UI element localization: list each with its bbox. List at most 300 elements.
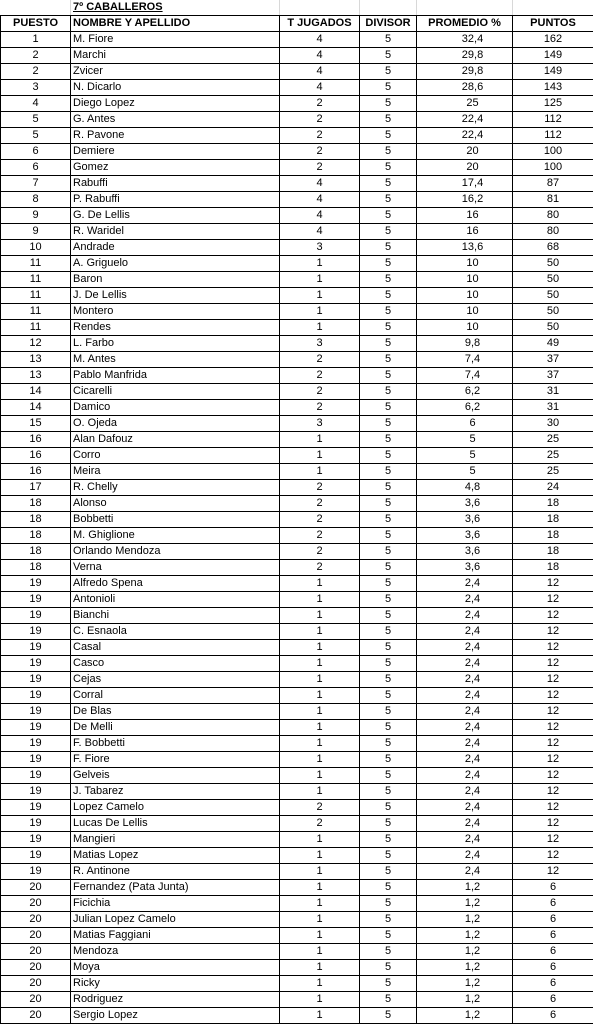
cell-puntos: 12 (513, 784, 593, 800)
cell-jugados: 4 (280, 48, 360, 64)
cell-jugados: 2 (280, 544, 360, 560)
cell-promedio: 2,4 (417, 576, 513, 592)
cell-puntos: 149 (513, 48, 593, 64)
cell-divisor: 5 (360, 576, 417, 592)
cell-puntos: 12 (513, 688, 593, 704)
cell-divisor: 5 (360, 64, 417, 80)
cell-nombre: Matias Faggiani (71, 928, 280, 944)
cell-jugados: 1 (280, 896, 360, 912)
cell-jugados: 1 (280, 720, 360, 736)
table-row (1, 352, 593, 368)
cell-puntos: 50 (513, 304, 593, 320)
ranking-table-body (1, 0, 593, 1024)
cell-nombre: F. Fiore (71, 752, 280, 768)
cell-jugados: 2 (280, 128, 360, 144)
cell-promedio: 1,2 (417, 960, 513, 976)
cell-jugados: 2 (280, 816, 360, 832)
cell-nombre: Casco (71, 656, 280, 672)
cell-puesto: 9 (1, 224, 71, 240)
cell-jugados: 1 (280, 256, 360, 272)
cell-puntos: 12 (513, 816, 593, 832)
table-row (1, 848, 593, 864)
cell-promedio: 16 (417, 224, 513, 240)
table-row (1, 864, 593, 880)
header-nombre: NOMBRE Y APELLIDO (71, 16, 280, 32)
cell-nombre: Ficichia (71, 896, 280, 912)
cell-puesto: 6 (1, 144, 71, 160)
cell-nombre: Pablo Manfrida (71, 368, 280, 384)
cell-divisor: 5 (360, 480, 417, 496)
cell-divisor: 5 (360, 560, 417, 576)
table-row (1, 928, 593, 944)
cell-puesto: 18 (1, 528, 71, 544)
sheet-title: 7º CABALLEROS (71, 0, 280, 16)
cell-puntos: 18 (513, 528, 593, 544)
cell-promedio: 6,2 (417, 400, 513, 416)
cell-divisor: 5 (360, 832, 417, 848)
cell-jugados: 1 (280, 784, 360, 800)
cell-nombre: Orlando Mendoza (71, 544, 280, 560)
header-promedio: PROMEDIO % (417, 16, 513, 32)
table-row (1, 416, 593, 432)
cell-jugados: 1 (280, 448, 360, 464)
cell-divisor: 5 (360, 912, 417, 928)
cell-jugados: 1 (280, 320, 360, 336)
cell-divisor: 5 (360, 416, 417, 432)
cell-nombre: M. Ghiglione (71, 528, 280, 544)
cell-nombre: Bianchi (71, 608, 280, 624)
cell-divisor: 5 (360, 320, 417, 336)
cell-divisor: 5 (360, 544, 417, 560)
cell-divisor: 5 (360, 720, 417, 736)
cell-puntos: 30 (513, 416, 593, 432)
cell-divisor: 5 (360, 496, 417, 512)
cell-puesto: 5 (1, 112, 71, 128)
cell-divisor: 5 (360, 592, 417, 608)
title-empty-cell (280, 0, 360, 16)
cell-nombre: Cejas (71, 672, 280, 688)
cell-promedio: 2,4 (417, 864, 513, 880)
cell-promedio: 6 (417, 416, 513, 432)
table-row (1, 800, 593, 816)
table-row (1, 384, 593, 400)
cell-jugados: 2 (280, 480, 360, 496)
cell-jugados: 1 (280, 304, 360, 320)
table-row (1, 512, 593, 528)
cell-nombre: Damico (71, 400, 280, 416)
table-row (1, 1008, 593, 1024)
table-row (1, 992, 593, 1008)
cell-promedio: 3,6 (417, 528, 513, 544)
cell-jugados: 4 (280, 80, 360, 96)
cell-jugados: 2 (280, 560, 360, 576)
table-row (1, 224, 593, 240)
cell-nombre: G. Antes (71, 112, 280, 128)
cell-puntos: 31 (513, 384, 593, 400)
cell-jugados: 2 (280, 112, 360, 128)
cell-nombre: Lopez Camelo (71, 800, 280, 816)
cell-puesto: 3 (1, 80, 71, 96)
cell-puntos: 68 (513, 240, 593, 256)
cell-divisor: 5 (360, 704, 417, 720)
cell-divisor: 5 (360, 976, 417, 992)
cell-jugados: 1 (280, 832, 360, 848)
cell-divisor: 5 (360, 192, 417, 208)
cell-promedio: 5 (417, 448, 513, 464)
cell-nombre: L. Farbo (71, 336, 280, 352)
cell-promedio: 3,6 (417, 560, 513, 576)
table-row (1, 784, 593, 800)
cell-nombre: Verna (71, 560, 280, 576)
header-puntos: PUNTOS (513, 16, 593, 32)
table-row (1, 704, 593, 720)
cell-jugados: 1 (280, 1008, 360, 1024)
table-row (1, 560, 593, 576)
cell-promedio: 13,6 (417, 240, 513, 256)
cell-puntos: 50 (513, 272, 593, 288)
cell-divisor: 5 (360, 848, 417, 864)
cell-promedio: 1,2 (417, 944, 513, 960)
table-row (1, 688, 593, 704)
cell-puesto: 18 (1, 560, 71, 576)
table-row (1, 272, 593, 288)
cell-jugados: 1 (280, 960, 360, 976)
cell-divisor: 5 (360, 464, 417, 480)
cell-promedio: 16 (417, 208, 513, 224)
cell-divisor: 5 (360, 800, 417, 816)
cell-jugados: 4 (280, 208, 360, 224)
cell-jugados: 2 (280, 512, 360, 528)
cell-puntos: 18 (513, 496, 593, 512)
cell-divisor: 5 (360, 992, 417, 1008)
cell-puesto: 13 (1, 352, 71, 368)
table-row (1, 592, 593, 608)
cell-divisor: 5 (360, 784, 417, 800)
cell-puesto: 19 (1, 752, 71, 768)
cell-divisor: 5 (360, 528, 417, 544)
cell-jugados: 1 (280, 688, 360, 704)
cell-promedio: 2,4 (417, 704, 513, 720)
cell-promedio: 10 (417, 256, 513, 272)
cell-nombre: Casal (71, 640, 280, 656)
cell-puntos: 100 (513, 144, 593, 160)
cell-divisor: 5 (360, 752, 417, 768)
cell-puesto: 20 (1, 880, 71, 896)
title-empty-cell (417, 0, 513, 16)
cell-puntos: 12 (513, 848, 593, 864)
cell-promedio: 29,8 (417, 64, 513, 80)
cell-puntos: 12 (513, 864, 593, 880)
cell-promedio: 2,4 (417, 752, 513, 768)
table-row (1, 608, 593, 624)
cell-nombre: F. Bobbetti (71, 736, 280, 752)
cell-jugados: 3 (280, 240, 360, 256)
cell-promedio: 10 (417, 272, 513, 288)
cell-puntos: 12 (513, 624, 593, 640)
cell-jugados: 4 (280, 224, 360, 240)
cell-divisor: 5 (360, 384, 417, 400)
cell-nombre: R. Chelly (71, 480, 280, 496)
cell-nombre: Montero (71, 304, 280, 320)
cell-divisor: 5 (360, 272, 417, 288)
cell-nombre: Meira (71, 464, 280, 480)
table-row (1, 96, 593, 112)
cell-divisor: 5 (360, 96, 417, 112)
cell-nombre: Sergio Lopez (71, 1008, 280, 1024)
cell-nombre: Rabuffi (71, 176, 280, 192)
cell-puesto: 20 (1, 976, 71, 992)
table-row (1, 640, 593, 656)
cell-puesto: 18 (1, 544, 71, 560)
cell-promedio: 28,6 (417, 80, 513, 96)
cell-jugados: 2 (280, 384, 360, 400)
cell-puesto: 8 (1, 192, 71, 208)
cell-puesto: 20 (1, 992, 71, 1008)
cell-jugados: 1 (280, 672, 360, 688)
table-row (1, 144, 593, 160)
cell-divisor: 5 (360, 1008, 417, 1024)
cell-divisor: 5 (360, 32, 417, 48)
cell-puntos: 81 (513, 192, 593, 208)
table-row (1, 976, 593, 992)
cell-puntos: 125 (513, 96, 593, 112)
cell-jugados: 1 (280, 592, 360, 608)
cell-puesto: 19 (1, 656, 71, 672)
cell-promedio: 10 (417, 320, 513, 336)
cell-puesto: 11 (1, 256, 71, 272)
cell-nombre: Fernandez (Pata Junta) (71, 880, 280, 896)
cell-nombre: Moya (71, 960, 280, 976)
cell-promedio: 25 (417, 96, 513, 112)
table-row (1, 208, 593, 224)
cell-puntos: 12 (513, 736, 593, 752)
cell-puntos: 12 (513, 608, 593, 624)
table-row (1, 64, 593, 80)
cell-divisor: 5 (360, 816, 417, 832)
cell-jugados: 1 (280, 608, 360, 624)
cell-promedio: 1,2 (417, 912, 513, 928)
cell-promedio: 1,2 (417, 928, 513, 944)
cell-divisor: 5 (360, 80, 417, 96)
table-row (1, 400, 593, 416)
table-row (1, 832, 593, 848)
cell-promedio: 2,4 (417, 608, 513, 624)
cell-divisor: 5 (360, 304, 417, 320)
table-row (1, 576, 593, 592)
cell-puntos: 18 (513, 544, 593, 560)
cell-promedio: 2,4 (417, 832, 513, 848)
cell-promedio: 10 (417, 288, 513, 304)
cell-puntos: 12 (513, 720, 593, 736)
cell-jugados: 4 (280, 32, 360, 48)
cell-jugados: 1 (280, 864, 360, 880)
cell-nombre: Gomez (71, 160, 280, 176)
cell-nombre: Baron (71, 272, 280, 288)
cell-divisor: 5 (360, 928, 417, 944)
header-divisor: DIVISOR (360, 16, 417, 32)
header-puesto: PUESTO (1, 16, 71, 32)
cell-puesto: 19 (1, 864, 71, 880)
cell-nombre: Julian Lopez Camelo (71, 912, 280, 928)
cell-divisor: 5 (360, 240, 417, 256)
cell-nombre: G. De Lellis (71, 208, 280, 224)
cell-puntos: 25 (513, 448, 593, 464)
cell-puntos: 12 (513, 768, 593, 784)
cell-jugados: 4 (280, 176, 360, 192)
cell-puesto: 2 (1, 48, 71, 64)
cell-jugados: 1 (280, 848, 360, 864)
cell-nombre: Alfredo Spena (71, 576, 280, 592)
cell-divisor: 5 (360, 144, 417, 160)
cell-nombre: Matias Lopez (71, 848, 280, 864)
cell-jugados: 3 (280, 416, 360, 432)
cell-promedio: 7,4 (417, 352, 513, 368)
cell-puntos: 50 (513, 288, 593, 304)
cell-nombre: M. Antes (71, 352, 280, 368)
cell-promedio: 1,2 (417, 976, 513, 992)
cell-divisor: 5 (360, 896, 417, 912)
table-row (1, 960, 593, 976)
cell-divisor: 5 (360, 208, 417, 224)
cell-puesto: 19 (1, 848, 71, 864)
cell-puesto: 14 (1, 400, 71, 416)
cell-puesto: 5 (1, 128, 71, 144)
cell-puesto: 6 (1, 160, 71, 176)
cell-puesto: 19 (1, 768, 71, 784)
table-row (1, 320, 593, 336)
cell-promedio: 3,6 (417, 512, 513, 528)
cell-divisor: 5 (360, 736, 417, 752)
table-row (1, 432, 593, 448)
table-row (1, 880, 593, 896)
cell-promedio: 2,4 (417, 656, 513, 672)
cell-puesto: 17 (1, 480, 71, 496)
cell-jugados: 3 (280, 336, 360, 352)
cell-nombre: J. De Lellis (71, 288, 280, 304)
cell-puesto: 10 (1, 240, 71, 256)
cell-puntos: 49 (513, 336, 593, 352)
cell-divisor: 5 (360, 640, 417, 656)
cell-divisor: 5 (360, 448, 417, 464)
cell-puesto: 11 (1, 320, 71, 336)
cell-nombre: Marchi (71, 48, 280, 64)
cell-jugados: 1 (280, 992, 360, 1008)
cell-jugados: 4 (280, 192, 360, 208)
cell-promedio: 5 (417, 432, 513, 448)
cell-puesto: 19 (1, 576, 71, 592)
cell-divisor: 5 (360, 768, 417, 784)
cell-puesto: 16 (1, 464, 71, 480)
cell-nombre: R. Waridel (71, 224, 280, 240)
cell-jugados: 1 (280, 912, 360, 928)
cell-puntos: 18 (513, 560, 593, 576)
cell-nombre: Gelveis (71, 768, 280, 784)
table-row (1, 112, 593, 128)
cell-jugados: 1 (280, 768, 360, 784)
cell-puntos: 12 (513, 640, 593, 656)
header-jugados: T JUGADOS (280, 16, 360, 32)
cell-nombre: O. Ojeda (71, 416, 280, 432)
cell-puesto: 11 (1, 288, 71, 304)
cell-jugados: 2 (280, 96, 360, 112)
cell-promedio: 2,4 (417, 624, 513, 640)
table-row (1, 448, 593, 464)
cell-divisor: 5 (360, 608, 417, 624)
cell-nombre: Ricky (71, 976, 280, 992)
cell-jugados: 1 (280, 272, 360, 288)
cell-puntos: 6 (513, 976, 593, 992)
cell-promedio: 3,6 (417, 496, 513, 512)
cell-puesto: 19 (1, 720, 71, 736)
cell-nombre: M. Fiore (71, 32, 280, 48)
cell-promedio: 2,4 (417, 816, 513, 832)
cell-puesto: 9 (1, 208, 71, 224)
cell-promedio: 2,4 (417, 720, 513, 736)
cell-divisor: 5 (360, 160, 417, 176)
cell-puesto: 19 (1, 784, 71, 800)
cell-nombre: R. Antinone (71, 864, 280, 880)
cell-puesto: 19 (1, 832, 71, 848)
cell-jugados: 1 (280, 704, 360, 720)
table-row (1, 256, 593, 272)
cell-promedio: 1,2 (417, 880, 513, 896)
cell-puesto: 14 (1, 384, 71, 400)
cell-puesto: 19 (1, 704, 71, 720)
table-row (1, 192, 593, 208)
table-row (1, 176, 593, 192)
cell-jugados: 2 (280, 800, 360, 816)
cell-nombre: J. Tabarez (71, 784, 280, 800)
cell-puntos: 6 (513, 992, 593, 1008)
cell-puntos: 6 (513, 928, 593, 944)
cell-divisor: 5 (360, 624, 417, 640)
cell-nombre: Corral (71, 688, 280, 704)
cell-jugados: 1 (280, 976, 360, 992)
cell-nombre: R. Pavone (71, 128, 280, 144)
cell-nombre: Mendoza (71, 944, 280, 960)
cell-puntos: 12 (513, 704, 593, 720)
cell-nombre: Cicarelli (71, 384, 280, 400)
cell-nombre: Antonioli (71, 592, 280, 608)
table-row (1, 160, 593, 176)
cell-promedio: 20 (417, 144, 513, 160)
cell-puntos: 25 (513, 464, 593, 480)
table-row (1, 736, 593, 752)
cell-puesto: 18 (1, 512, 71, 528)
cell-puesto: 20 (1, 928, 71, 944)
cell-puntos: 112 (513, 112, 593, 128)
table-row (1, 768, 593, 784)
cell-jugados: 2 (280, 160, 360, 176)
cell-divisor: 5 (360, 688, 417, 704)
cell-jugados: 1 (280, 624, 360, 640)
cell-puesto: 20 (1, 1008, 71, 1024)
cell-nombre: Andrade (71, 240, 280, 256)
table-row (1, 912, 593, 928)
cell-puesto: 2 (1, 64, 71, 80)
cell-promedio: 5 (417, 464, 513, 480)
table-row (1, 816, 593, 832)
cell-jugados: 2 (280, 144, 360, 160)
cell-puntos: 25 (513, 432, 593, 448)
table-row (1, 944, 593, 960)
cell-puntos: 6 (513, 960, 593, 976)
cell-nombre: Lucas De Lellis (71, 816, 280, 832)
cell-nombre: P. Rabuffi (71, 192, 280, 208)
cell-puntos: 50 (513, 320, 593, 336)
cell-promedio: 16,2 (417, 192, 513, 208)
cell-nombre: Alonso (71, 496, 280, 512)
